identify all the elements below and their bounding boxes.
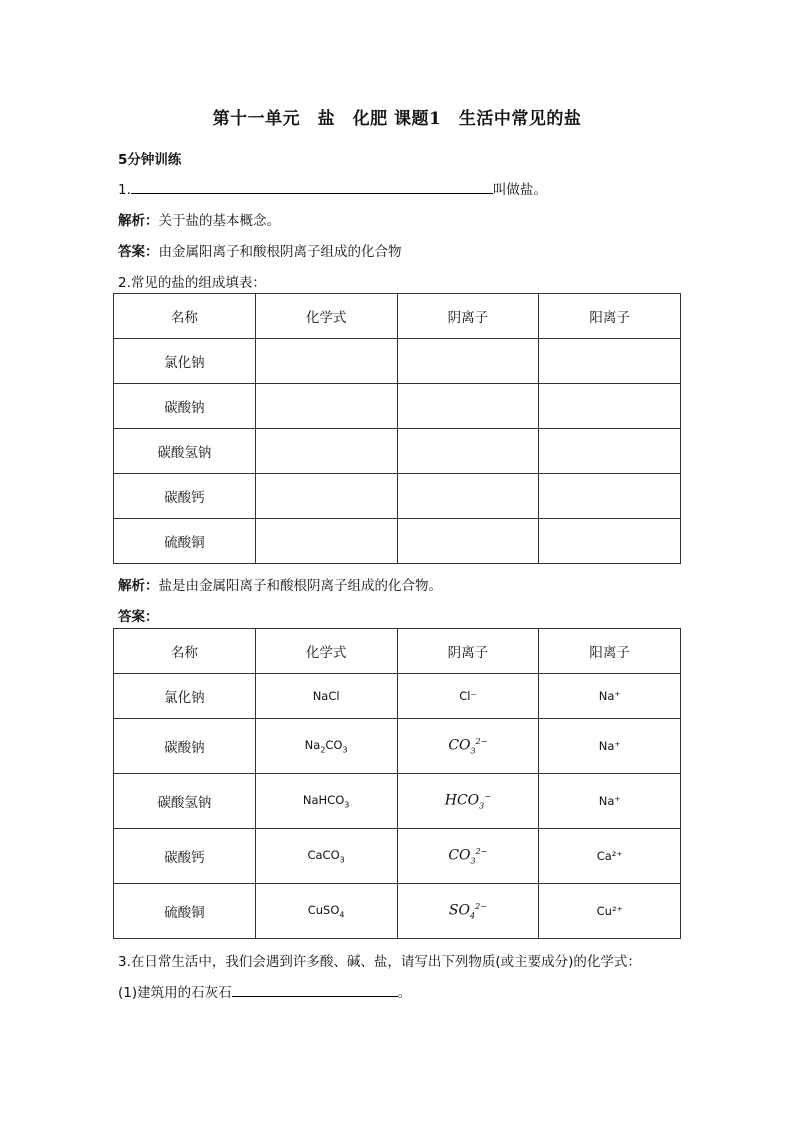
cation-cell: Ca²⁺ xyxy=(539,829,681,884)
table-header-row xyxy=(114,294,681,339)
ion-base: CO xyxy=(448,847,471,864)
ion-subscript: 3 xyxy=(470,746,476,756)
table-header-cell: 名称 xyxy=(114,294,256,339)
cation-cell: Cu²⁺ xyxy=(539,884,681,939)
formula-subscript: 3 xyxy=(342,745,348,755)
salt-name-cell: 碳酸钠 xyxy=(114,719,256,774)
table-header-cell: 阴离子 xyxy=(397,629,539,674)
ion-charge: 2− xyxy=(475,736,488,746)
formula-cell xyxy=(255,884,397,939)
analysis-1 xyxy=(118,209,280,229)
blank-cell[interactable] xyxy=(255,519,397,564)
answer-blank-1[interactable] xyxy=(131,179,493,194)
anion-cell: Cl⁻ xyxy=(397,674,539,719)
formula-cell: NaCl xyxy=(255,674,397,719)
anion-cell xyxy=(397,829,539,884)
ion-base: SO xyxy=(448,902,470,919)
table-header-cell: 名称 xyxy=(114,629,256,674)
question-1-number: 1. xyxy=(118,182,131,198)
cation-cell: Na⁺ xyxy=(539,774,681,829)
cation-cell: Na⁺ xyxy=(539,674,681,719)
ion-charge: 2− xyxy=(475,901,487,911)
question-3-1 xyxy=(118,981,411,1001)
anion-cell xyxy=(397,884,539,939)
ion-subscript: 3 xyxy=(479,801,485,811)
table-row xyxy=(114,474,681,519)
table-row xyxy=(114,429,681,474)
table-row xyxy=(114,674,681,719)
answer-text: 由金属阳离子和酸根阴离子组成的化合物 xyxy=(158,244,402,260)
formula-cell xyxy=(255,774,397,829)
blank-cell[interactable] xyxy=(397,429,539,474)
answer-table xyxy=(113,628,681,939)
answer-1 xyxy=(118,240,402,260)
salt-name-cell: 碳酸钙 xyxy=(114,829,256,884)
table-header-cell: 阳离子 xyxy=(539,629,681,674)
anion-cell xyxy=(397,719,539,774)
table-header-row xyxy=(114,629,681,674)
formula-subscript: 2 xyxy=(320,745,326,755)
formula-part: CaCO xyxy=(307,847,340,862)
table-row xyxy=(114,829,681,884)
blank-cell[interactable] xyxy=(539,474,681,519)
salt-name-cell: 硫酸铜 xyxy=(114,519,256,564)
cation-cell: Na⁺ xyxy=(539,719,681,774)
analysis-label: 解析： xyxy=(118,213,159,229)
table-row xyxy=(114,339,681,384)
fill-in-table xyxy=(113,293,681,564)
answer-2-label: 答案： xyxy=(118,609,159,625)
blank-cell[interactable] xyxy=(255,384,397,429)
salt-name-cell: 碳酸氢钠 xyxy=(114,774,256,829)
ion-subscript: 3 xyxy=(470,856,476,866)
salt-name-cell: 硫酸铜 xyxy=(114,884,256,939)
ion-base: HCO xyxy=(444,792,480,809)
formula-subscript: 3 xyxy=(339,855,345,865)
formula-subscript: 3 xyxy=(344,800,350,810)
question-1-suffix: 叫做盐。 xyxy=(492,182,547,198)
salt-name-cell: 氯化钠 xyxy=(114,339,256,384)
formula-part: CuSO xyxy=(307,902,340,917)
question-3-1-prefix: (1)建筑用的石灰石 xyxy=(118,985,232,1001)
formula-subscript: 4 xyxy=(339,910,345,920)
formula-cell xyxy=(255,719,397,774)
section-heading: 5分钟训练 xyxy=(118,152,182,168)
blank-cell[interactable] xyxy=(397,339,539,384)
blank-cell[interactable] xyxy=(539,519,681,564)
table-row xyxy=(114,719,681,774)
question-1 xyxy=(118,178,547,198)
blank-cell[interactable] xyxy=(397,474,539,519)
question-3-1-suffix: 。 xyxy=(397,985,412,1001)
formula-cell xyxy=(255,829,397,884)
blank-cell[interactable] xyxy=(397,519,539,564)
blank-cell[interactable] xyxy=(539,384,681,429)
blank-cell[interactable] xyxy=(255,474,397,519)
formula-part: NaHCO xyxy=(302,792,345,807)
blank-cell[interactable] xyxy=(539,339,681,384)
question-2: 2.常见的盐的组成填表： xyxy=(118,275,266,291)
analysis-text: 盐是由金属阳离子和酸根阴离子组成的化合物。 xyxy=(158,578,442,594)
table-row xyxy=(114,884,681,939)
salt-name-cell: 碳酸钠 xyxy=(114,384,256,429)
salt-name-cell: 氯化钠 xyxy=(114,674,256,719)
blank-cell[interactable] xyxy=(539,429,681,474)
ion-base: CO xyxy=(448,737,471,754)
table-row xyxy=(114,384,681,429)
analysis-2 xyxy=(118,574,442,594)
blank-cell[interactable] xyxy=(255,429,397,474)
ion-charge: − xyxy=(484,791,491,801)
analysis-label: 解析： xyxy=(118,578,159,594)
blank-cell[interactable] xyxy=(397,384,539,429)
table-header-cell: 化学式 xyxy=(255,294,397,339)
table-header-cell: 阴离子 xyxy=(397,294,539,339)
table-header-cell: 阳离子 xyxy=(539,294,681,339)
table-row xyxy=(114,519,681,564)
blank-cell[interactable] xyxy=(255,339,397,384)
answer-blank-3-1[interactable] xyxy=(232,982,398,997)
question-3: 3.在日常生活中，我们会遇到许多酸、碱、盐，请写出下列物质(或主要成分)的化学式： xyxy=(118,954,641,970)
ion-subscript: 4 xyxy=(469,911,476,921)
table-row xyxy=(114,774,681,829)
ion-charge: 2− xyxy=(475,846,488,856)
anion-cell xyxy=(397,774,539,829)
formula-part: CO xyxy=(325,737,343,752)
salt-name-cell: 碳酸氢钠 xyxy=(114,429,256,474)
table-header-cell: 化学式 xyxy=(255,629,397,674)
formula-part: Na xyxy=(304,737,321,752)
answer-label: 答案： xyxy=(118,244,159,260)
analysis-text: 关于盐的基本概念。 xyxy=(158,213,280,229)
salt-name-cell: 碳酸钙 xyxy=(114,474,256,519)
page-title: 第十一单元 盐 化肥 课题1 生活中常见的盐 xyxy=(212,109,582,129)
